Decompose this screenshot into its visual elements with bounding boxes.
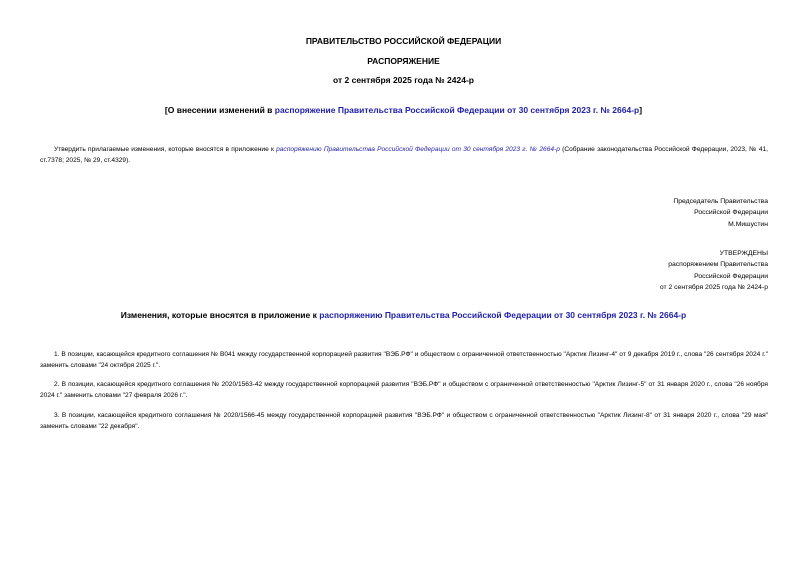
changes-title-order-link[interactable]: распоряжению Правительства Российской Федерации от 30 сентября 2023 г. № 2664-р: [319, 310, 687, 320]
intro-amended-order-link[interactable]: распоряжению Правительства Российской Федерации от 30 сентября 2023 г. № 2664-р: [276, 146, 560, 153]
approval-block: [660, 248, 768, 293]
signature-position: Председатель Правительства: [673, 198, 768, 205]
title-prefix: О внесении изменений в: [167, 105, 275, 115]
changes-title-prefix: Изменения, которые вносятся в приложение к: [120, 310, 320, 320]
changes-title: [0, 310, 807, 320]
signature-block: [673, 196, 768, 230]
approval-country: Российской Федерации: [694, 272, 768, 280]
change-item-2: 2. В позиции, касающейся кредитного соглашения № 2020/1563-42 между государственной корпорацией развития "ВЭБ.РФ" и обществом с ограниченной ответственностью "Арктик Лизинг-5" от 31 января 2020 г., слова "26 ноября 2024 г." заменить словами "27 февраля 2026 г.".: [40, 381, 768, 399]
approval-order: распоряжением Правительства: [668, 261, 768, 269]
change-item-3: 3. В позиции, касающейся кредитного соглашения № 2020/1566-45 между государственной корпорацией развития "ВЭБ.РФ" и обществом с ограниченной ответственностью "Арктик Лизинг-8" от 31 января 2020 г., слова "29 мая" заменить словами "22 декабря".: [40, 412, 768, 430]
intro-paragraph: [40, 145, 768, 166]
signature-country: Российской Федерации: [694, 209, 768, 217]
intro-text-before: Утвердить прилагаемые изменения, которые вносятся в приложение к: [54, 146, 277, 153]
government-heading: ПРАВИТЕЛЬСТВО РОССИЙСКОЙ ФЕДЕРАЦИИ: [305, 36, 502, 46]
intro-text-after: (Собрание законодательства Российской Федерации, 2023, № 41, ст.7378; 2025, № 29, ст.4329).: [40, 146, 768, 164]
document-date-number: от 2 сентября 2025 года № 2424-р: [333, 75, 474, 85]
title-close-bracket: ]: [639, 105, 643, 115]
approval-heading: УТВЕРЖДЕНЫ: [719, 250, 768, 257]
change-item-1: 1. В позиции, касающейся кредитного соглашения № В041 между государственной корпорацией развития "ВЭБ.РФ" и обществом с ограниченной ответственностью "Арктик Лизинг-4" от 9 декабря 2019 г., слова "26 сентября 2024 г." заменить словами "24 октября 2025 г.".: [40, 351, 768, 369]
signature-name: М.Мишустин: [728, 220, 768, 228]
document-title: [0, 105, 807, 115]
approval-date: от 2 сентября 2025 года № 2424-р: [659, 283, 768, 291]
title-open-bracket: [: [164, 105, 168, 115]
document-type-heading: РАСПОРЯЖЕНИЕ: [367, 56, 440, 66]
title-amended-order-link[interactable]: распоряжение Правительства Российской Федерации от 30 сентября 2023 г. № 2664-р: [274, 105, 640, 115]
